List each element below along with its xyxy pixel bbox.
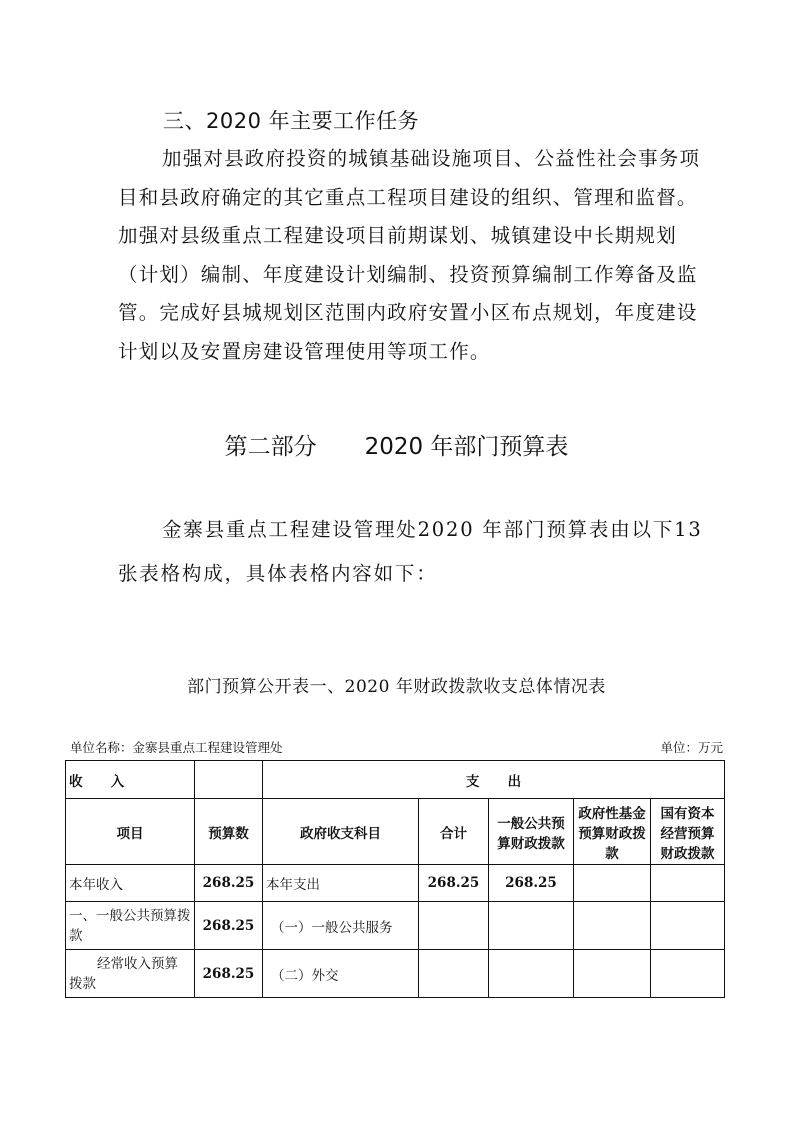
row-general — [489, 950, 574, 998]
header-general-budget: 一般公共预算财政拨款 — [489, 799, 574, 865]
part-name: 第二部分 — [224, 434, 317, 460]
header-total: 合计 — [419, 799, 489, 865]
row-fund — [574, 865, 651, 902]
header-subject: 政府收支科目 — [263, 799, 419, 865]
row-total — [419, 902, 489, 950]
unit-name: 单位名称：金寨县重点工程建设管理处 — [70, 740, 283, 755]
part-subtitle: 2020 年部门预算表 — [364, 434, 569, 460]
row-total: 268.25 — [419, 865, 489, 902]
part-title — [0, 428, 793, 461]
row-general: 268.25 — [489, 865, 574, 902]
row-state-capital — [651, 865, 725, 902]
table-row — [66, 902, 725, 950]
empty-cell — [195, 761, 263, 799]
table-group-header-row — [66, 761, 725, 799]
section-heading: 三、2020 年主要工作任务 — [163, 109, 420, 133]
budget-table — [65, 760, 725, 998]
paragraph-line: （计划）编制、年度建设计划编制、投资预算编制工作筹备及监 — [118, 262, 698, 286]
paragraph-line: 加强对县政府投资的城镇基础设施项目、公益性社会事务项 — [162, 147, 701, 170]
header-fund-budget: 政府性基金预算财政拨款 — [574, 799, 651, 865]
header-budget: 预算数 — [195, 799, 263, 865]
table-header-row — [66, 799, 725, 865]
table-row — [66, 950, 725, 998]
row-item: 一、一般公共预算拨款 — [66, 902, 195, 950]
row-budget: 268.25 — [195, 950, 263, 998]
header-item: 项目 — [66, 799, 195, 865]
income-group-header: 收 入 — [66, 761, 195, 799]
unit-label: 单位：万元 — [660, 740, 723, 755]
row-budget: 268.25 — [195, 865, 263, 902]
row-total — [419, 950, 489, 998]
section-paragraph — [118, 140, 701, 371]
row-budget: 268.25 — [195, 902, 263, 950]
paragraph-line: 目和县政府确定的其它重点工程项目建设的组织、管理和监督。 — [118, 185, 698, 209]
row-item: 经常收入预算拨款 — [66, 950, 195, 998]
expense-group-header: 支 出 — [263, 761, 725, 799]
row-subject: 本年支出 — [263, 865, 419, 902]
row-subject: （一）一般公共服务 — [263, 902, 419, 950]
header-state-capital-budget: 国有资本经营预算财政拨款 — [651, 799, 725, 865]
table-row — [66, 865, 725, 902]
row-fund — [574, 902, 651, 950]
row-fund — [574, 950, 651, 998]
row-state-capital — [651, 950, 725, 998]
row-state-capital — [651, 902, 725, 950]
table-title: 部门预算公开表一、2020 年财政拨款收支总体情况表 — [187, 677, 606, 697]
row-general — [489, 902, 574, 950]
row-item: 本年收入 — [66, 865, 195, 902]
intro-line: 金寨县重点工程建设管理处2020 年部门预算表由以下13 — [162, 518, 703, 541]
paragraph-line: 计划以及安置房建设管理使用等项工作。 — [118, 339, 491, 363]
row-subject: （二）外交 — [263, 950, 419, 998]
paragraph-line: 管。完成好县城规划区范围内政府安置小区布点规划，年度建设 — [118, 301, 698, 324]
paragraph-line: 加强对县级重点工程建设项目前期谋划、城镇建设中长期规划 — [118, 224, 677, 247]
intro-paragraph — [118, 508, 703, 596]
intro-line: 张表格构成，具体表格内容如下： — [118, 562, 438, 585]
